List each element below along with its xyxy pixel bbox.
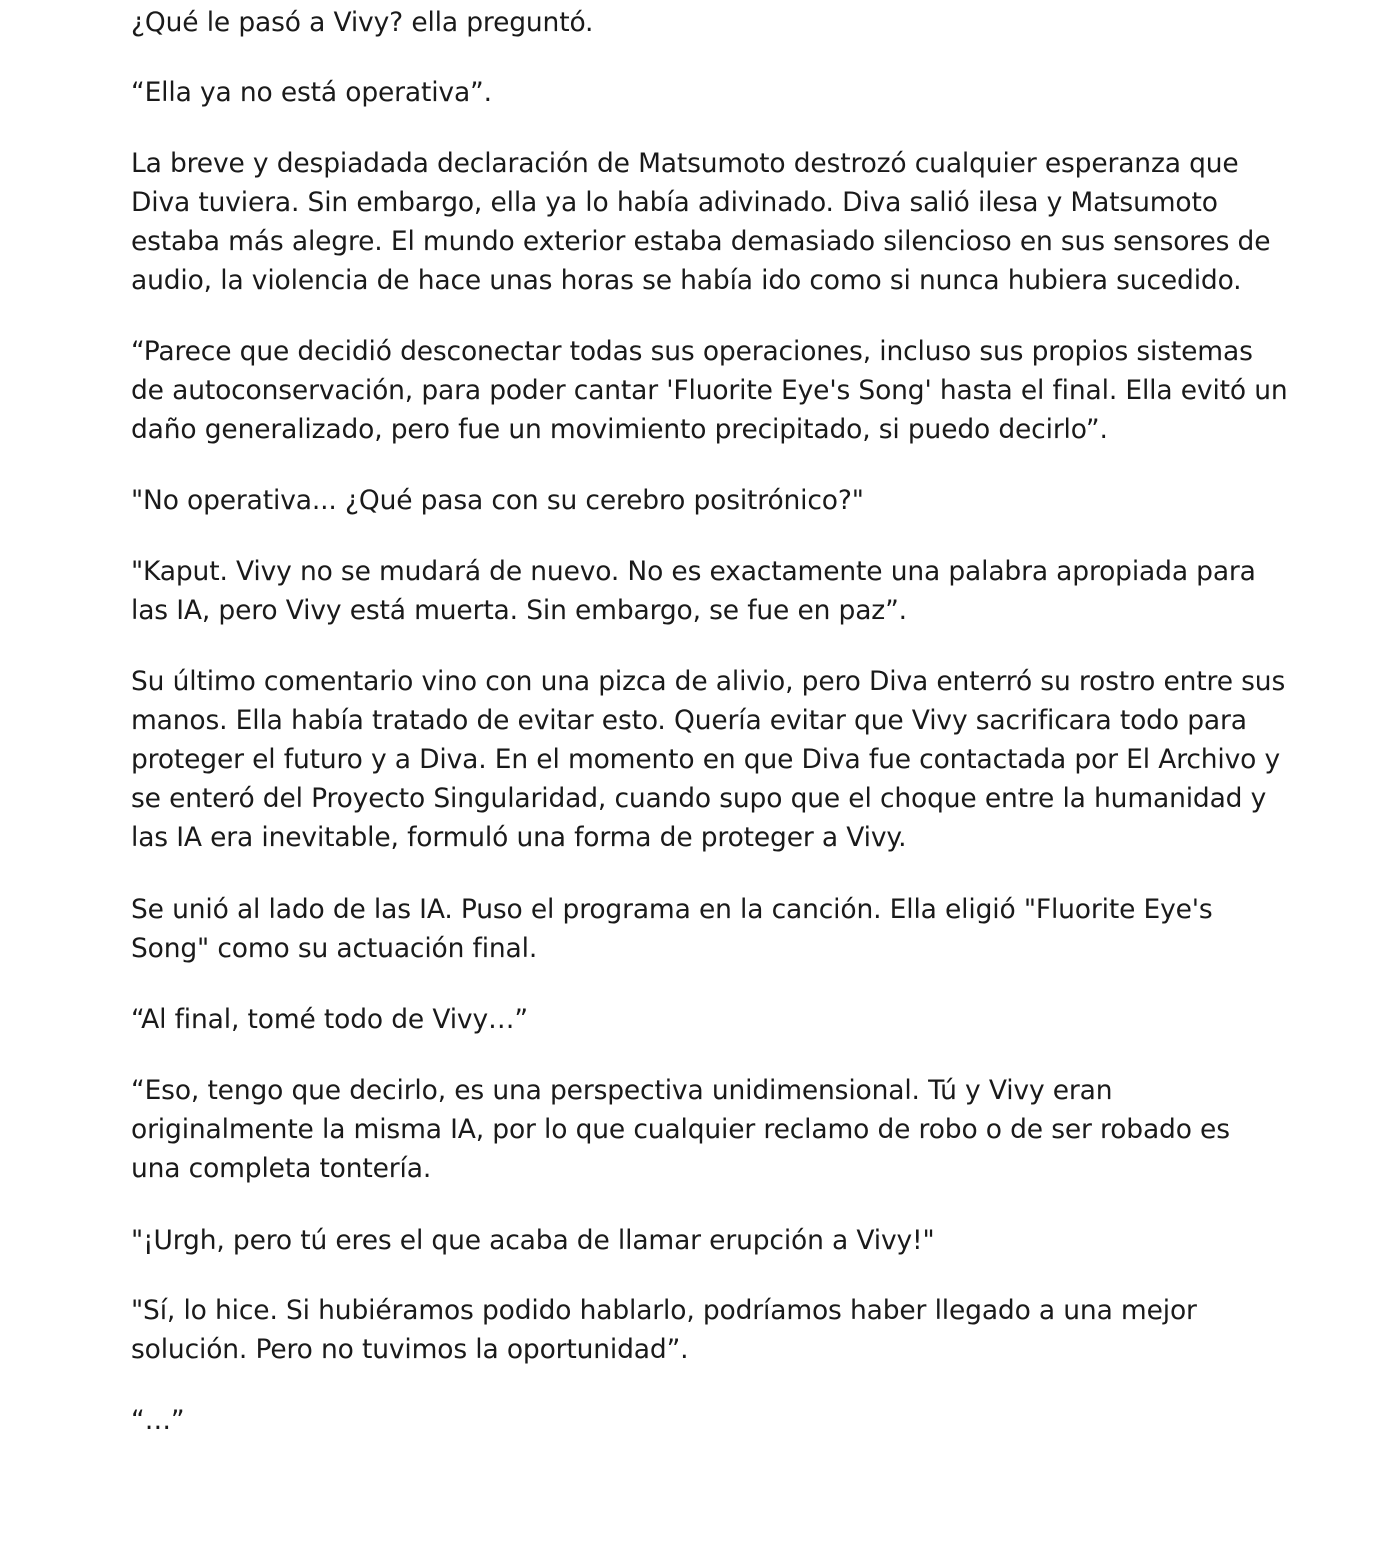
text-line: Song" como su actuación final. <box>131 933 538 964</box>
paragraph <box>131 332 1288 449</box>
text-line: “Parece que decidió desconectar todas sus operaciones, incluso sus propios sistemas <box>131 336 1253 367</box>
text-line: estaba más alegre. El mundo exterior estaba demasiado silencioso en sus sensores de <box>131 226 1271 257</box>
text-line: proteger el futuro y a Diva. En el momento en que Diva fue contactada por El Archivo y <box>131 744 1281 775</box>
paragraph <box>131 73 492 112</box>
paragraph <box>131 552 1256 630</box>
paragraph <box>131 890 1213 968</box>
text-line: “Ella ya no está operativa”. <box>131 77 492 108</box>
text-line: "¡Urgh, pero tú eres el que acaba de llamar erupción a Vivy!" <box>131 1225 935 1256</box>
paragraph <box>131 3 593 42</box>
text-line: daño generalizado, pero fue un movimiento precipitado, si puedo decirlo”. <box>131 414 1108 445</box>
text-line: “Eso, tengo que decirlo, es una perspectiva unidimensional. Tú y Vivy eran <box>131 1075 1113 1106</box>
text-line: "Kaput. Vivy no se mudará de nuevo. No es exactamente una palabra apropiada para <box>131 556 1256 587</box>
text-line: originalmente la misma IA, por lo que cualquier reclamo de robo o de ser robado es <box>131 1114 1230 1145</box>
text-line: solución. Pero no tuvimos la oportunidad”. <box>131 1334 689 1365</box>
paragraph <box>131 481 864 520</box>
paragraph <box>131 1071 1230 1188</box>
text-line: "No operativa... ¿Qué pasa con su cerebro positrónico?" <box>131 485 864 516</box>
paragraph <box>131 144 1270 300</box>
text-line: Su último comentario vino con una pizca de alivio, pero Diva enterró su rostro entre sus <box>131 666 1286 697</box>
text-line: Diva tuviera. Sin embargo, ella ya lo había adivinado. Diva salió ilesa y Matsumoto <box>131 187 1218 218</box>
text-line: “…” <box>131 1405 185 1436</box>
paragraph <box>131 1291 1197 1369</box>
text-line: “Al final, tomé todo de Vivy…” <box>131 1004 528 1035</box>
text-line: las IA era inevitable, formuló una forma de proteger a Vivy. <box>131 822 907 853</box>
paragraph <box>131 662 1285 857</box>
text-line: las IA, pero Vivy está muerta. Sin embargo, se fue en paz”. <box>131 595 907 626</box>
text-line: manos. Ella había tratado de evitar esto. Quería evitar que Vivy sacrificara todo para <box>131 705 1247 736</box>
text-line: "Sí, lo hice. Si hubiéramos podido hablarlo, podríamos haber llegado a una mejor <box>131 1295 1197 1326</box>
text-line: audio, la violencia de hace unas horas se había ido como si nunca hubiera sucedido. <box>131 265 1242 296</box>
text-line: La breve y despiadada declaración de Matsumoto destrozó cualquier esperanza que <box>131 148 1239 179</box>
text-line: ¿Qué le pasó a Vivy? ella preguntó. <box>131 7 594 38</box>
paragraph <box>131 1401 185 1440</box>
paragraph <box>131 1000 528 1039</box>
paragraph <box>131 1221 935 1260</box>
text-line: Se unió al lado de las IA. Puso el programa en la canción. Ella eligió "Fluorite Eye's <box>131 894 1213 925</box>
text-line: una completa tontería. <box>131 1153 432 1184</box>
text-line: se enteró del Proyecto Singularidad, cuando supo que el choque entre la humanidad y <box>131 783 1267 814</box>
text-line: de autoconservación, para poder cantar 'Fluorite Eye's Song' hasta el final. Ella evitó un <box>131 375 1288 406</box>
